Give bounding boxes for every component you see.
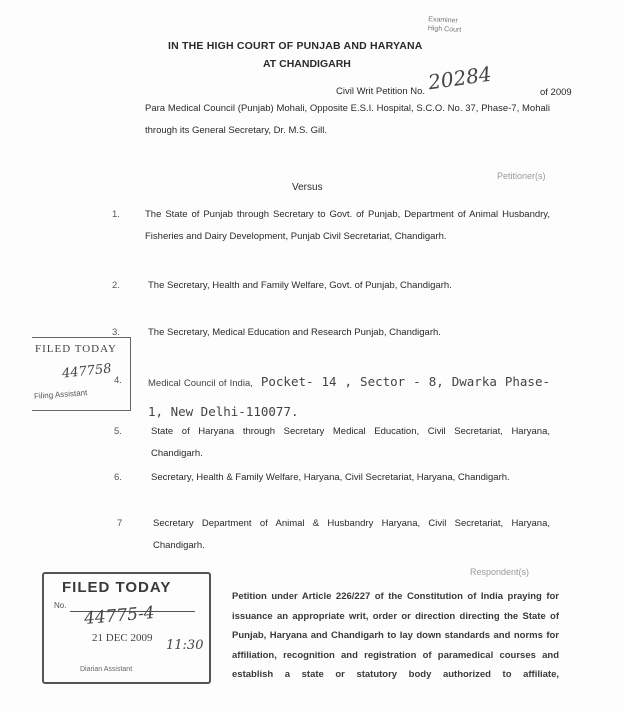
respondent-2-text: The Secretary, Health and Family Welfare, Govt. of Punjab, Chandigarh. bbox=[148, 280, 452, 291]
stamp-large-title: FILED TODAY bbox=[62, 579, 172, 596]
respondent-1-text: The State of Punjab through Secretary to Govt. of Punjab, Department of Animal Husbandry, Fisheries and Dairy Development, Punjab Civil Secretariat, Chandigarh. bbox=[145, 209, 550, 242]
respondent-4-number: 4. bbox=[114, 375, 122, 386]
petitioner-text: Para Medical Council (Punjab) Mohali, Opposite E.S.I. Hospital, S.C.O. No. 37, Phase-7, Mohali through its General Secretary, Dr. M.S. Gill. bbox=[145, 103, 550, 136]
respondent-4-text bbox=[148, 368, 550, 426]
respondent-6-number: 6. bbox=[114, 472, 122, 483]
respondent-7-number: 7 bbox=[117, 518, 123, 529]
court-title: IN THE HIGH COURT OF PUNJAB AND HARYANA bbox=[168, 40, 423, 52]
respondent-4-lead: Medical Council of India, bbox=[148, 378, 253, 389]
examiner-stamp: Examiner High Court bbox=[427, 16, 462, 34]
respondent-6-text: Secretary, Health & Family Welfare, Haryana, Civil Secretariat, Haryana, Chandigarh. bbox=[151, 472, 510, 483]
filed-today-stamp-large bbox=[42, 572, 211, 684]
petitioner-label: Petitioner(s) bbox=[497, 171, 546, 181]
respondent-5-number: 5. bbox=[114, 426, 122, 437]
respondent-5-text: State of Haryana through Secretary Medical Education, Civil Secretariat, Haryana, Chandigarh. bbox=[151, 426, 550, 459]
stamp-large-time: 11:30 bbox=[166, 638, 204, 653]
stamp-large-no-label: No. bbox=[54, 601, 67, 610]
respondent-3-number: 3. bbox=[112, 327, 120, 338]
court-location: AT CHANDIGARH bbox=[263, 58, 351, 70]
stamp-small-title: FILED TODAY bbox=[35, 343, 118, 355]
petition-number-handwritten: 20284 bbox=[426, 61, 493, 95]
respondent-2-number: 2. bbox=[112, 280, 120, 291]
respondent-1-number: 1. bbox=[112, 209, 120, 220]
versus-heading: Versus bbox=[292, 182, 323, 193]
respondent-3-text: The Secretary, Medical Education and Research Punjab, Chandigarh. bbox=[148, 327, 441, 338]
filed-today-stamp-small bbox=[32, 337, 131, 411]
stamp-large-sign: Diarian Assistant bbox=[80, 666, 133, 673]
stamp-large-date: 21 DEC 2009 bbox=[92, 632, 153, 644]
stamp-large-handwritten: 44775-4 bbox=[83, 602, 156, 630]
petition-label: Civil Writ Petition No. bbox=[336, 86, 426, 97]
respondent-label: Respondent(s) bbox=[470, 567, 530, 577]
petition-year: of 2009 bbox=[540, 87, 572, 98]
prayer-text: Petition under Article 226/227 of the Constitution of India praying for issuance an appropriate writ, order or direction directing the State of Punjab, Haryana and Chandigarh to lay down standards and norms for affiliation, recognition and registration of paramedical courses and establish a state or statutory body authorized to affiliate, bbox=[232, 591, 559, 680]
stamp-small-sign: Filing Assistant bbox=[33, 388, 88, 401]
respondent-7-text: Secretary Department of Animal & Husbandry Haryana, Civil Secretariat, Haryana, Chandigarh. bbox=[153, 518, 550, 551]
stamp-small-handwritten: 447758 bbox=[61, 361, 113, 382]
respondent-4-address: Pocket- 14 , Sector - 8, Dwarka Phase-1, New Delhi-110077. bbox=[148, 374, 551, 419]
